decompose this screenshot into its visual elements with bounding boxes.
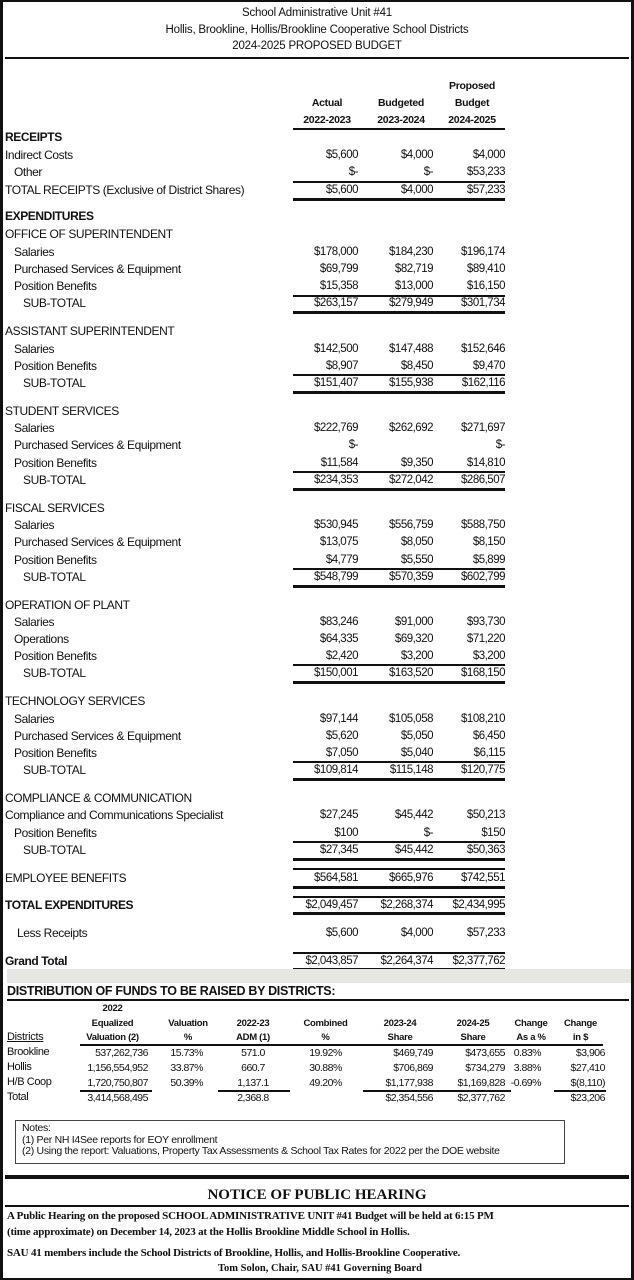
- header-text: 2022-23: [236, 1017, 270, 1029]
- header-text: Share: [387, 1032, 413, 1043]
- rule: [293, 198, 505, 201]
- value-cell: $234,353: [314, 474, 358, 486]
- rule: [293, 952, 505, 954]
- value-cell: 0.83%: [513, 1047, 541, 1059]
- col-header-proposed: [439, 78, 505, 129]
- value-cell: $97,144: [319, 713, 358, 725]
- value-cell: $8,050: [400, 536, 433, 548]
- subtotal-label: SUB-TOTAL: [23, 376, 86, 390]
- value-cell: $6,450: [472, 730, 505, 742]
- value-cell: $168,150: [461, 667, 505, 679]
- col-adm: [228, 1017, 278, 1046]
- subtotal-label: SUB-TOTAL: [23, 570, 86, 584]
- rule: [293, 181, 505, 183]
- value-cell: $27,245: [319, 809, 358, 821]
- value-cell: $152,646: [461, 343, 505, 355]
- value-cell: $3,200: [400, 650, 433, 662]
- value-cell: $57,233: [466, 927, 505, 939]
- line-item-label: Salaries: [14, 421, 55, 435]
- value-cell: $262,692: [389, 422, 433, 434]
- section-divider: [5, 1175, 629, 1179]
- value-cell: $9,350: [400, 457, 433, 469]
- notes-title: Notes:: [22, 1122, 51, 1134]
- value-cell: $150: [481, 827, 505, 839]
- line-item-label: Purchased Services & Equipment: [14, 535, 181, 549]
- value-cell: $469,749: [393, 1047, 433, 1059]
- value-cell: $564,581: [314, 872, 358, 884]
- rule: [293, 488, 505, 491]
- line-item-label: Position Benefits: [14, 553, 97, 567]
- col-equalized-valuation: [75, 1002, 150, 1046]
- value-cell: $69,320: [394, 633, 433, 645]
- line-item-label: Position Benefits: [14, 456, 97, 470]
- value-cell: $150,001: [314, 667, 358, 679]
- value-cell: $7,050: [325, 747, 358, 759]
- value-cell: $5,040: [400, 747, 433, 759]
- rule: [293, 681, 505, 684]
- value-cell: $15,358: [319, 280, 358, 292]
- line-item-label: Compliance and Communications Specialist: [5, 808, 224, 822]
- value-cell: $89,410: [466, 263, 505, 275]
- value-cell: $71,220: [466, 633, 505, 645]
- line-item-label: Purchased Services & Equipment: [14, 438, 181, 452]
- distribution-header-rule: [80, 1044, 603, 1046]
- header-text: As a %: [516, 1032, 546, 1043]
- value-cell: $91,000: [394, 616, 433, 628]
- value-cell: $8,907: [325, 360, 358, 372]
- col-proposed-year: 2024-2025: [448, 114, 496, 126]
- value-cell: $5,899: [472, 554, 505, 566]
- col-change-dollar: [558, 1017, 603, 1046]
- value-cell: $570,359: [389, 571, 433, 583]
- header-text: %: [321, 1032, 330, 1043]
- line-item-label: Operations: [14, 632, 69, 646]
- value-cell: $742,551: [461, 872, 505, 884]
- value-cell: $3,200: [472, 650, 505, 662]
- value-cell: $82,719: [394, 263, 433, 275]
- subtotal-label: SUB-TOTAL: [23, 473, 86, 487]
- district-name: H/B Coop: [7, 1076, 52, 1088]
- value-cell: $-: [348, 439, 358, 451]
- value-cell: $5,050: [400, 730, 433, 742]
- value-cell: $2,377,762: [457, 1092, 505, 1104]
- document-header: [3, 2, 631, 55]
- header-line-1: School Administrative Unit #41: [242, 7, 392, 19]
- value-cell: $706,869: [393, 1062, 433, 1074]
- subtotal-label: SUB-TOTAL: [23, 843, 86, 857]
- header-text: Change: [514, 1017, 548, 1029]
- line-item-label: Salaries: [14, 615, 55, 629]
- notice-title: NOTICE OF PUBLIC HEARING: [207, 1187, 427, 1203]
- value-cell: $588,750: [461, 519, 505, 531]
- notice-paragraph: [7, 1208, 494, 1240]
- value-cell: $105,058: [389, 713, 433, 725]
- header-text: Valuation (2): [86, 1032, 139, 1043]
- value-cell: $-: [348, 166, 358, 178]
- value-cell: $184,230: [389, 246, 433, 258]
- value-cell: $279,949: [389, 297, 433, 309]
- total-receipts-label: TOTAL RECEIPTS (Exclusive of District Shares): [5, 183, 245, 197]
- value-cell: $27,345: [319, 844, 358, 856]
- value-cell: $100: [334, 827, 358, 839]
- section-title: STUDENT SERVICES: [5, 404, 119, 418]
- col-proposed-label-2: Budget: [454, 97, 490, 109]
- receipts-title: RECEIPTS: [5, 130, 62, 144]
- subtotal-label: SUB-TOTAL: [23, 296, 86, 310]
- notice-text: (time approximate) on December 14, 2023 at the Hollis Brookline Middle School in Hollis.: [7, 1226, 410, 1238]
- header-line-3: 2024-2025 PROPOSED BUDGET: [232, 40, 402, 52]
- value-cell: 571.0: [241, 1047, 265, 1059]
- value-cell: $69,799: [319, 263, 358, 275]
- value-cell: $14,810: [466, 457, 505, 469]
- value-cell: 3,414,568,495: [87, 1092, 148, 1104]
- value-cell: $734,279: [465, 1062, 505, 1074]
- subtotal-label: SUB-TOTAL: [23, 763, 86, 777]
- value-cell: $2,377,762: [452, 955, 505, 967]
- rule: [293, 568, 505, 570]
- line-item-label: Salaries: [14, 712, 55, 726]
- value-cell: $473,655: [465, 1047, 505, 1059]
- value-cell: $108,210: [461, 713, 505, 725]
- header-text: 2022: [102, 1003, 123, 1014]
- rule: [293, 868, 505, 870]
- value-cell: $530,945: [314, 519, 358, 531]
- header-text: in $: [572, 1032, 589, 1043]
- value-cell: 1,720,750,807: [87, 1077, 148, 1089]
- col-header-actual: [293, 95, 361, 129]
- line-item-label: Purchased Services & Equipment: [14, 729, 181, 743]
- value-cell: $8,450: [400, 360, 433, 372]
- value-cell: 15.73%: [170, 1047, 203, 1059]
- value-cell: $2,264,374: [380, 955, 433, 967]
- value-cell: $57,233: [466, 184, 505, 196]
- header-text: Combined: [303, 1017, 348, 1029]
- col-actual-label: Actual: [311, 97, 343, 109]
- value-cell: $2,354,556: [385, 1092, 433, 1104]
- value-cell: $4,000: [400, 184, 433, 196]
- expenditures-title: EXPENDITURES: [5, 209, 94, 223]
- line-item-label: Position Benefits: [14, 826, 97, 840]
- value-cell: $2,268,374: [380, 899, 433, 911]
- value-cell: $4,779: [325, 554, 358, 566]
- value-cell: $222,769: [314, 422, 358, 434]
- section-title: FISCAL SERVICES: [5, 501, 105, 515]
- value-cell: $5,600: [325, 149, 358, 161]
- value-cell: $109,814: [314, 764, 358, 776]
- value-cell: $(8,110): [570, 1077, 605, 1089]
- value-cell: $13,075: [319, 536, 358, 548]
- value-cell: $23,206: [570, 1092, 605, 1104]
- value-cell: $120,775: [461, 764, 505, 776]
- value-cell: $1,169,828: [457, 1077, 505, 1089]
- value-cell: 537,262,736: [95, 1047, 148, 1059]
- value-cell: $-: [495, 439, 505, 451]
- col-header-budgeted: [367, 95, 435, 129]
- rule: [293, 391, 505, 394]
- value-cell: $548,799: [314, 571, 358, 583]
- section-title: OPERATION OF PLANT: [5, 598, 130, 612]
- value-cell: $-: [423, 166, 433, 178]
- col-valuation-pct: [163, 1017, 213, 1046]
- rule: [293, 858, 505, 861]
- rule: [293, 471, 505, 473]
- value-cell: 49.20%: [309, 1077, 342, 1089]
- rule: [293, 841, 505, 843]
- distribution-title-rule: [7, 999, 629, 1001]
- value-cell: $2,043,857: [305, 955, 358, 967]
- value-cell: $151,407: [314, 377, 358, 389]
- value-cell: $4,000: [400, 149, 433, 161]
- value-cell: $5,600: [325, 184, 358, 196]
- value-cell: $9,470: [472, 360, 505, 372]
- header-text: Change: [563, 1017, 598, 1029]
- value-cell: $263,157: [314, 297, 358, 309]
- total-expenditures-label: TOTAL EXPENDITURES: [5, 898, 134, 912]
- note-item: (1) Per NH I4See reports for EOY enrollment: [22, 1133, 218, 1146]
- value-cell: 33.87%: [170, 1062, 203, 1074]
- col-districts: Districts: [7, 1031, 44, 1043]
- rule: [293, 664, 505, 666]
- header-text: 2023-24: [383, 1017, 417, 1029]
- value-cell: $155,938: [389, 377, 433, 389]
- grand-total-label: Grand Total: [5, 954, 68, 968]
- value-cell: $4,000: [472, 149, 505, 161]
- value-cell: $64,335: [319, 633, 358, 645]
- value-cell: $11,584: [320, 457, 358, 469]
- value-cell: $93,730: [466, 616, 505, 628]
- note-item: (2) Using the report: Valuations, Property Tax Assessments & School Tax Rates for 2022 per the DOE website: [22, 1145, 500, 1157]
- value-cell: $2,420: [325, 650, 358, 662]
- value-cell: 660.7: [241, 1062, 265, 1074]
- value-cell: $5,550: [400, 554, 433, 566]
- col-share-2425: [448, 1017, 498, 1046]
- section-title: COMPLIANCE & COMMUNICATION: [5, 791, 192, 805]
- value-cell: -0.69%: [510, 1077, 541, 1089]
- rule: [293, 886, 505, 889]
- value-cell: $1,177,938: [385, 1077, 433, 1089]
- col-change-pct: [511, 1017, 551, 1046]
- line-item-label: Salaries: [14, 342, 55, 356]
- value-cell: $53,233: [466, 166, 505, 178]
- header-text: 2024-25: [456, 1017, 490, 1029]
- value-cell: $162,116: [461, 377, 505, 389]
- value-cell: $6,115: [473, 747, 505, 759]
- notes-box: [15, 1120, 565, 1164]
- district-name: Total: [7, 1091, 29, 1103]
- value-cell: 3.88%: [513, 1062, 541, 1074]
- header-text: Valuation: [168, 1017, 208, 1029]
- value-cell: 19.92%: [309, 1047, 342, 1059]
- section-title: TECHNOLOGY SERVICES: [5, 694, 145, 708]
- line-item-label: Position Benefits: [14, 279, 97, 293]
- value-cell: $301,734: [461, 297, 505, 309]
- value-cell: $8,150: [472, 536, 505, 548]
- value-cell: $665,976: [389, 872, 433, 884]
- rule: [293, 761, 505, 763]
- value-cell: $50,363: [466, 844, 505, 856]
- value-cell: $2,434,995: [452, 899, 505, 911]
- value-cell: $45,442: [394, 844, 433, 856]
- receipt-label: Other: [14, 165, 43, 179]
- value-cell: $115,148: [389, 764, 433, 776]
- value-cell: 50.39%: [170, 1077, 203, 1089]
- value-cell: $147,488: [389, 343, 433, 355]
- value-cell: $556,759: [389, 519, 433, 531]
- value-cell: $5,620: [325, 730, 358, 742]
- value-cell: $45,442: [394, 809, 433, 821]
- subtotal-label: SUB-TOTAL: [23, 666, 86, 680]
- header-text: Share: [460, 1032, 486, 1043]
- section-title: OFFICE OF SUPERINTENDENT: [5, 227, 173, 241]
- employee-benefits-label: EMPLOYEE BENEFITS: [5, 871, 127, 885]
- district-name: Brookline: [7, 1046, 50, 1058]
- section-title: ASSISTANT SUPERINTENDENT: [5, 324, 175, 338]
- line-item-label: Salaries: [14, 518, 55, 532]
- rule: [293, 778, 505, 781]
- value-cell: $142,500: [314, 343, 358, 355]
- district-name: Hollis: [7, 1061, 32, 1073]
- col-combined-pct: [298, 1017, 353, 1046]
- header-line-2: Hollis, Brookline, Hollis/Brookline Cooperative School Districts: [165, 23, 469, 36]
- col-share-2324: [375, 1017, 425, 1046]
- line-item-label: Purchased Services & Equipment: [14, 262, 181, 276]
- notice-text: A Public Hearing on the proposed SCHOOL ADMINISTRATIVE UNIT #41 Budget will be held at 6:15 PM: [7, 1210, 494, 1222]
- value-cell: $2,049,457: [305, 899, 358, 911]
- value-cell: $-: [423, 827, 433, 839]
- header-text: Equalized: [91, 1017, 134, 1029]
- value-cell: $271,697: [461, 422, 505, 434]
- value-cell: $83,246: [319, 616, 358, 628]
- value-cell: $16,150: [466, 280, 505, 292]
- notice-members: SAU 41 members include the School Districts of Brookline, Hollis, and Hollis-Brookline Cooperative.: [7, 1247, 461, 1259]
- value-cell: 30.88%: [309, 1062, 342, 1074]
- value-cell: $163,520: [389, 667, 433, 679]
- value-cell: $286,507: [461, 474, 505, 486]
- value-cell: $602,799: [461, 571, 505, 583]
- rule: [293, 585, 505, 588]
- rule: [293, 912, 505, 915]
- notice-signature: Tom Solon, Chair, SAU #41 Governing Board: [217, 1263, 422, 1274]
- line-item-label: Position Benefits: [14, 359, 97, 373]
- line-item-label: Salaries: [14, 245, 55, 259]
- header-divider: [5, 57, 629, 59]
- col-proposed-label: Proposed: [448, 80, 496, 92]
- value-cell: 1,137.1: [237, 1077, 269, 1089]
- col-budgeted-year: 2023-2024: [377, 114, 425, 126]
- less-receipts-label: Less Receipts: [17, 926, 88, 940]
- col-header-rule: [293, 128, 505, 130]
- value-cell: 2,368.8: [237, 1092, 269, 1104]
- header-text: ADM (1): [236, 1032, 270, 1043]
- value-cell: $196,174: [461, 246, 505, 258]
- value-cell: $27,410: [570, 1062, 605, 1074]
- line-item-label: Position Benefits: [14, 746, 97, 760]
- value-cell: $13,000: [394, 280, 433, 292]
- value-cell: $272,042: [389, 474, 433, 486]
- value-cell: 1,156,554,952: [87, 1062, 148, 1074]
- col-budgeted-label: Budgeted: [377, 97, 424, 109]
- notice-rule: [5, 1205, 629, 1207]
- value-cell: $5,600: [325, 927, 358, 939]
- rule: [293, 374, 505, 376]
- gray-band: [7, 969, 631, 983]
- rule: [293, 311, 505, 314]
- value-cell: $50,213: [466, 809, 505, 821]
- value-cell: $4,000: [400, 927, 433, 939]
- distribution-title: DISTRIBUTION OF FUNDS TO BE RAISED BY DISTRICTS:: [7, 984, 336, 998]
- value-cell: $3,906: [575, 1047, 605, 1059]
- rule: [293, 896, 505, 898]
- header-text: %: [183, 1032, 193, 1043]
- value-cell: $178,000: [314, 246, 358, 258]
- line-item-label: Position Benefits: [14, 649, 97, 663]
- receipt-label: Indirect Costs: [5, 148, 73, 162]
- col-actual-year: 2022-2023: [303, 114, 351, 126]
